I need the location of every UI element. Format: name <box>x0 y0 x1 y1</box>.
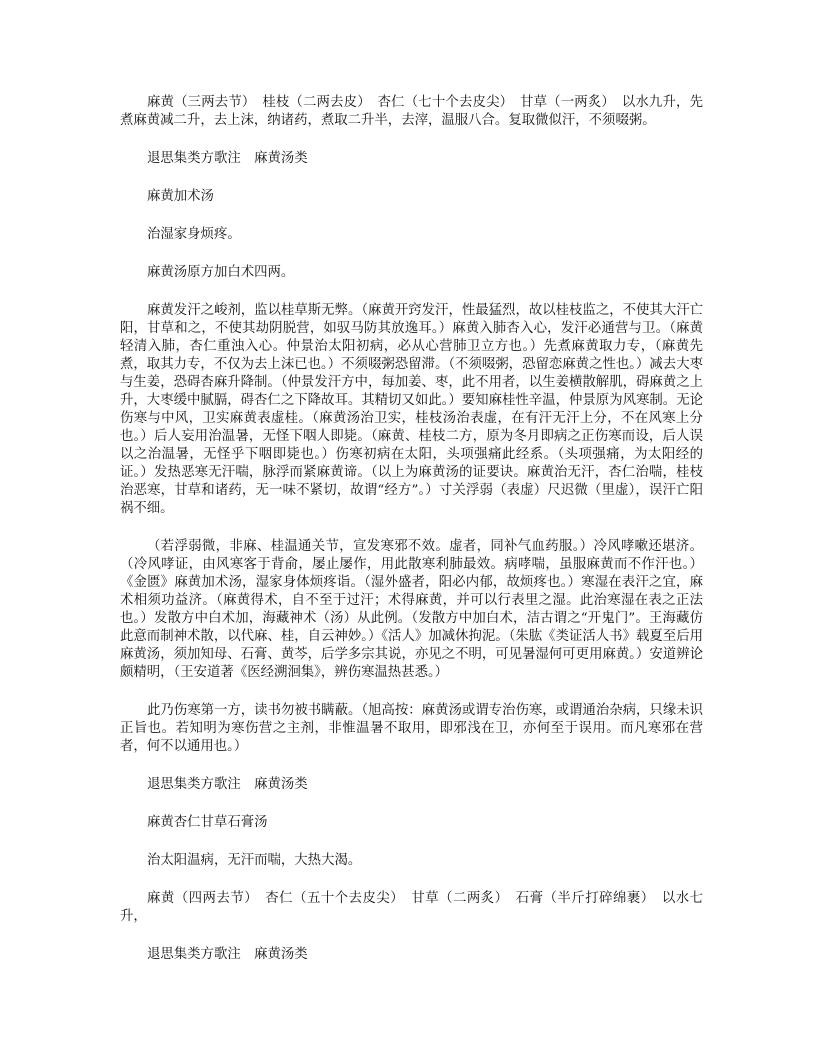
formula-title: 麻黄加术汤 <box>147 189 214 204</box>
commentary-paragraph: 此乃伤寒第一方，读书勿被书瞒蔽。（旭高按：麻黄汤或谓专治伤寒，或谓通治杂病，只缘未识正旨也。若知明为寒伤营之主剂，非惟温暑不取用，即邪浅在卫，亦何至于误用。而凡寒邪在营者，何不以通用也。） <box>120 703 703 754</box>
indication-line: 治湿家身烦疼。 <box>147 227 241 242</box>
document-body <box>120 94 703 984</box>
indication-line: 治太阳温病，无汗而喘，大热大渴。 <box>147 853 362 868</box>
formula-title: 麻黄杏仁甘草石膏汤 <box>147 815 268 830</box>
section-heading: 退思集类方歌注 麻黄汤类 <box>147 947 308 962</box>
commentary-paragraph: 麻黄发汗之峻剂，监以桂草斯无弊。（麻黄开窍发汗，性最猛烈，故以桂枝监之，不使其大汗亡阳，甘草和之，不使其劫阴脱营，如驭马防其放逸耳。）麻黄入肺杏入心，发汗必通营与卫。（麻黄轻清入肺，杏仁重浊入心。仲景治太阳初病，必从心营肺卫立方也。）先煮麻黄取力专，（麻黄先煮，取其力专，不仅为去上沫已也。）不须啜粥恐留滞。（不须啜粥，恐留恋麻黄之性也。）减去大枣与生姜，恐碍杏麻升降制。（仲景发汗方中，每加姜、枣，此不用者，以生姜横散解肌，碍麻黄之上升，大枣缓中腻膈，碍杏仁之下降故耳。其精切又如此。）要知麻桂性辛温，仲景原为风寒制。无论伤寒与中风，卫实麻黄表虚桂。（麻黄汤治卫实，桂枝汤治表虚，在有汗无汗上分，不在风寒上分也。）后人妄用治温暑，无怪下咽人即毙。（麻黄、桂枝二方，原为冬月即病之正伤寒而设，后人误以之治温暑，无怪乎下咽即毙也。）伤寒初病在太阳，头项强痛此经系。（头项强痛，为太阳经的证。）发热恶寒无汗喘，脉浮而紧麻黄谛。（以上为麻黄汤的证要诀。麻黄治无汗，杏仁治喘，桂枝治恶寒，甘草和诸药，无一味不紧切，故谓“经方”。）寸关浮弱（表虚）尺迟微（里虚），误汗亡阳祸不细。 <box>120 303 703 516</box>
commentary-paragraph: （若浮弱微，非麻、桂温通关节，宣发寒邪不效。虚者，同补气血药服。）冷风哮嗽还堪济。（冷风哮证，由风寒客于背俞，屡止屡作，用此散寒利肺最效。病哮喘，虽服麻黄而不作汗也。）《金匮》麻黄加术汤，湿家身体烦疼诣。（湿外盛者，阳必内郁，故烦疼也。）寒湿在表汗之宜，麻术相须功益济。（麻黄得术，自不至于过汗；术得麻黄，并可以行表里之湿。此治寒湿在表之正法也。）发散方中白术加，海藏神术（汤）从此例。（发散方中加白术，洁古谓之“开鬼门”。王海藏仿此意而制神术散，以代麻、桂，自云神妙。）《活人》加减休拘泥。（朱肱《类证活人书》载夏至后用麻黄汤，须加知母、石膏、黄芩，后学多宗其说，亦见之不明，可见暑湿何可更用麻黄。）安道辨论颇精明，（王安道著《医经溯洄集》，辨伤寒温热甚悉。） <box>120 539 703 680</box>
section-heading: 退思集类方歌注 麻黄汤类 <box>147 777 308 792</box>
formula-ingredients-paragraph: 麻黄（四两去节） 杏仁（五十个去皮尖） 甘草（二两炙） 石膏（半斤打碎绵裹） 以水七升， <box>120 891 703 924</box>
section-heading: 退思集类方歌注 麻黄汤类 <box>147 151 308 166</box>
formula-ingredients-paragraph: 麻黄（三两去节） 桂枝（二两去皮） 杏仁（七十个去皮尖） 甘草（一两炙） 以水九升，先煮麻黄减二升，去上沫，纳诸药，煮取二升半，去滓，温服八合。复取微似汗，不须啜粥。 <box>120 95 703 128</box>
composition-line: 麻黄汤原方加白术四两。 <box>147 265 295 280</box>
